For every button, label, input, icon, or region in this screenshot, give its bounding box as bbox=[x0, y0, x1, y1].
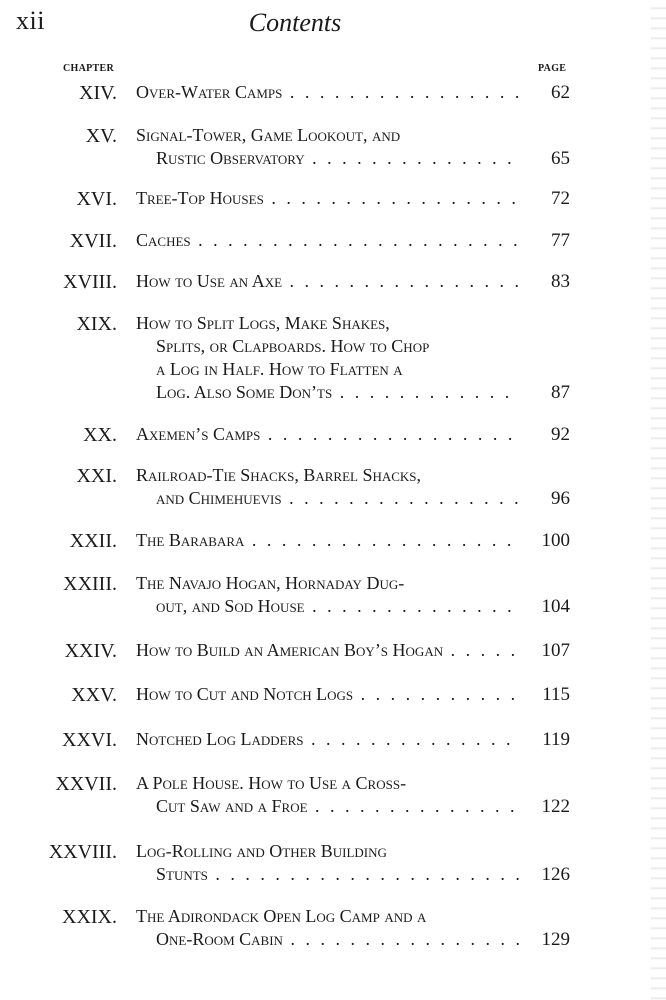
chapter-title-line: A Pole House. How to Use a Cross- bbox=[136, 773, 407, 793]
chapter-number: XXVII. bbox=[55, 773, 117, 795]
chapter-page-number: 100 bbox=[541, 530, 570, 551]
chapter-page-number: 87 bbox=[551, 382, 570, 403]
chapter-title-line: How to Cut and Notch Logs . . . bbox=[136, 684, 519, 710]
chapter-title-line: How to Split Logs, Make Shakes, bbox=[136, 313, 390, 333]
chapter-title-line: The Barabara . . . bbox=[136, 530, 519, 556]
chapter-number: XXVIII. bbox=[48, 841, 117, 863]
chapter-page-number: 129 bbox=[541, 929, 570, 950]
chapter-title-line: Caches . . . bbox=[136, 230, 519, 256]
chapter-number: XVI. bbox=[76, 188, 117, 210]
chapter-number: XIV. bbox=[79, 82, 117, 104]
chapter-title-line: Railroad-Tie Shacks, Barrel Shacks, bbox=[136, 465, 422, 485]
chapter-title-line: Log. Also Some Don’ts . . . bbox=[156, 382, 519, 408]
chapter-title-line: Log-Rolling and Other Building bbox=[136, 841, 387, 861]
chapter-page-number: 119 bbox=[542, 729, 570, 750]
page-number: xii bbox=[16, 6, 45, 35]
chapter-number: XXI. bbox=[76, 465, 117, 487]
chapter-title-line: a Log in Half. How to Flatten a bbox=[156, 359, 403, 379]
chapter-title-line: Splits, or Clapboards. How to Chop bbox=[156, 336, 430, 356]
chapter-page-number: 62 bbox=[551, 82, 570, 103]
chapter-title-line: How to Build an American Boy’s Hogan . . . bbox=[136, 640, 519, 666]
chapter-title-line: out, and Sod House . . . bbox=[156, 596, 519, 622]
chapter-number: XVII. bbox=[69, 230, 117, 252]
running-title: Contents bbox=[248, 8, 342, 37]
chapter-number: XXVI. bbox=[62, 729, 117, 751]
chapter-column-header: CHAPTER bbox=[63, 63, 114, 74]
chapter-title-line: The Navajo Hogan, Hornaday Dug- bbox=[136, 573, 405, 593]
chapter-page-number: 96 bbox=[551, 488, 570, 509]
chapter-page-number: 92 bbox=[551, 424, 570, 445]
chapter-title-line: The Adirondack Open Log Camp and a bbox=[136, 906, 427, 926]
chapter-page-number: 83 bbox=[551, 271, 570, 292]
chapter-page-number: 104 bbox=[541, 596, 570, 617]
chapter-title-line: How to Use an Axe . . . bbox=[136, 271, 519, 297]
chapter-page-number: 115 bbox=[542, 684, 570, 705]
chapter-page-number: 77 bbox=[551, 230, 570, 251]
chapter-title-line: Cut Saw and a Froe . . . bbox=[156, 796, 519, 822]
chapter-title-line: Over-Water Camps . . . bbox=[136, 82, 519, 108]
chapter-number: XX. bbox=[83, 424, 117, 446]
chapter-number: XV. bbox=[85, 125, 117, 147]
chapter-page-number: 72 bbox=[551, 188, 570, 209]
chapter-number: XIX. bbox=[76, 313, 117, 335]
chapter-title-line: Stunts . . . bbox=[156, 864, 519, 890]
chapter-number: XXIX. bbox=[62, 906, 117, 928]
chapter-page-number: 65 bbox=[551, 148, 570, 169]
chapter-title-line: Rustic Observatory . . . bbox=[156, 148, 519, 174]
chapter-title-line: Signal-Tower, Game Lookout, and bbox=[136, 125, 401, 145]
chapter-title-line: One-Room Cabin . . . bbox=[156, 929, 519, 955]
chapter-number: XXIII. bbox=[63, 573, 117, 595]
chapter-number: XVIII. bbox=[63, 271, 117, 293]
chapter-page-number: 122 bbox=[541, 796, 570, 817]
chapter-number: XXII. bbox=[69, 530, 117, 552]
chapter-title-line: Tree-Top Houses . . . bbox=[136, 188, 519, 214]
page-column-header: PAGE bbox=[538, 63, 567, 74]
chapter-page-number: 126 bbox=[541, 864, 570, 885]
page-edge bbox=[651, 0, 666, 1000]
chapter-page-number: 107 bbox=[541, 640, 570, 661]
chapter-title-line: Notched Log Ladders . . . bbox=[136, 729, 519, 755]
chapter-number: XXIV. bbox=[64, 640, 117, 662]
chapter-number: XXV. bbox=[71, 684, 117, 706]
chapter-title-line: Axemen’s Camps . . . bbox=[136, 424, 519, 450]
chapter-title-line: and Chimehuevis . . . bbox=[156, 488, 519, 514]
